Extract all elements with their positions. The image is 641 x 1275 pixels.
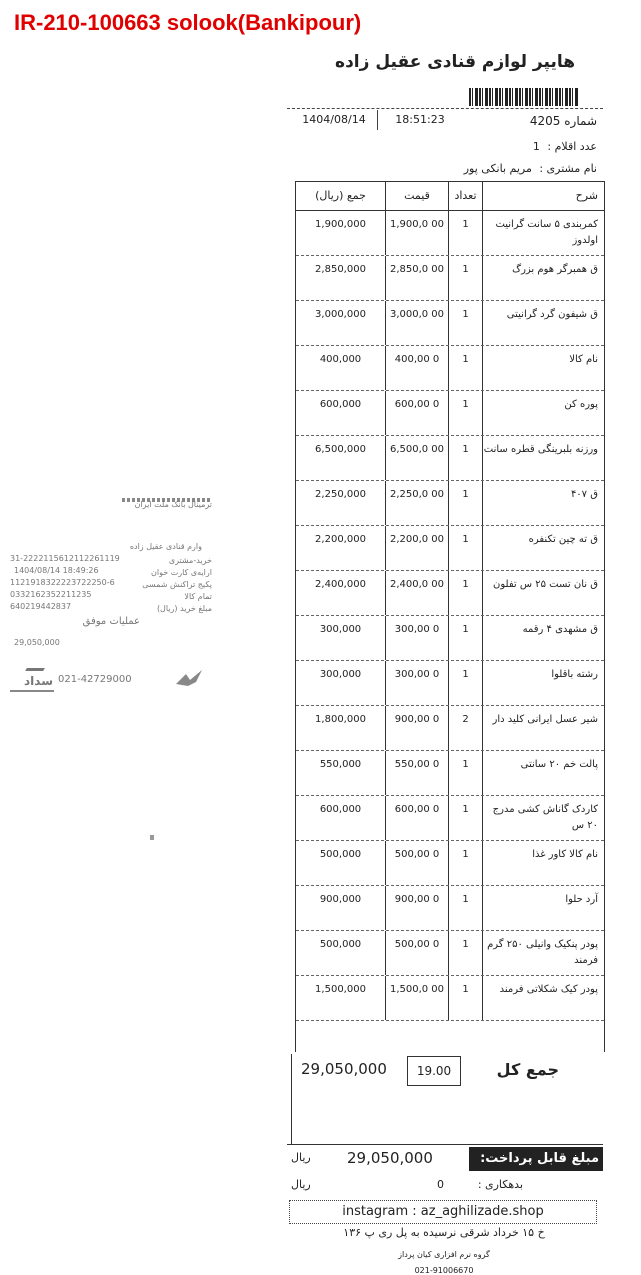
table-row bbox=[296, 976, 604, 1021]
item-price: 1,500,0 00 bbox=[385, 976, 448, 1020]
customer-name: مریم بانکی پور bbox=[463, 162, 532, 175]
receipt-time: 18:51:23 bbox=[377, 110, 462, 130]
item-desc: ق نان تست ۲۵ س تفلون bbox=[482, 571, 604, 615]
item-qty: 1 bbox=[448, 256, 482, 300]
table-row bbox=[296, 661, 604, 706]
item-desc: رشته باقلوا bbox=[482, 661, 604, 705]
item-price: 300,00 0 bbox=[385, 661, 448, 705]
item-price: 2,250,0 00 bbox=[385, 481, 448, 525]
item-price: 400,00 0 bbox=[385, 346, 448, 390]
payable-currency: ریال bbox=[291, 1151, 311, 1164]
table-row bbox=[296, 301, 604, 346]
item-sum: 1,900,000 bbox=[315, 219, 366, 230]
item-sum: 550,000 bbox=[319, 759, 362, 770]
slip-line: تمام کالا bbox=[184, 592, 212, 601]
table-row bbox=[296, 346, 604, 391]
slip-phone: 021-42729000 bbox=[58, 674, 132, 685]
item-qty: 1 bbox=[448, 616, 482, 660]
items-table bbox=[295, 181, 605, 1052]
table-row bbox=[296, 796, 604, 841]
divider bbox=[287, 108, 603, 109]
slip-line: خرید-مشتری bbox=[168, 556, 212, 565]
item-qty: 1 bbox=[448, 481, 482, 525]
item-desc: نام کالا bbox=[482, 346, 604, 390]
table-row bbox=[296, 706, 604, 751]
item-sum: 2,400,000 bbox=[315, 579, 366, 590]
barcode bbox=[469, 88, 579, 106]
table-row bbox=[296, 886, 604, 931]
item-qty: 1 bbox=[448, 211, 482, 255]
item-price: 550,00 0 bbox=[385, 751, 448, 795]
item-desc: کمربندی ۵ سانت گرانیت اولدوز bbox=[482, 211, 604, 255]
item-desc: آرد حلوا bbox=[482, 886, 604, 930]
table-row bbox=[296, 436, 604, 481]
item-desc: ق همبرگر هوم بزرگ bbox=[482, 256, 604, 300]
payable-row bbox=[287, 1144, 603, 1171]
item-sum: 500,000 bbox=[319, 939, 362, 950]
item-qty: 1 bbox=[448, 661, 482, 705]
table-row bbox=[296, 391, 604, 436]
item-sum: 400,000 bbox=[319, 354, 362, 365]
item-desc: پالت خم ۲۰ سانتی bbox=[482, 751, 604, 795]
table-row bbox=[296, 211, 604, 256]
item-qty: 1 bbox=[448, 976, 482, 1020]
table-row bbox=[296, 616, 604, 661]
items-count-label: عدد اقلام : bbox=[547, 140, 597, 153]
item-desc: کاردک گاناش کشی مدرج ۲۰ س bbox=[482, 796, 604, 840]
table-row bbox=[296, 931, 604, 976]
item-sum: 1,500,000 bbox=[315, 984, 366, 995]
item-sum: 300,000 bbox=[319, 624, 362, 635]
slip-code: 0332162352211235 bbox=[10, 590, 92, 599]
item-qty: 1 bbox=[448, 571, 482, 615]
item-desc: پوره کن bbox=[482, 391, 604, 435]
item-desc: ورزنه بلبرینگی قطره سانت bbox=[482, 436, 604, 480]
item-price: 900,00 0 bbox=[385, 706, 448, 750]
slip-status: عملیات موفق bbox=[82, 616, 140, 627]
item-qty: 1 bbox=[448, 526, 482, 570]
items-count bbox=[533, 140, 597, 153]
item-sum: 2,200,000 bbox=[315, 534, 366, 545]
software-phone: 021-91006670 bbox=[414, 1266, 474, 1275]
col-sum: جمع (ریال) bbox=[315, 189, 366, 202]
slip-code: 31-2222115612112261119 bbox=[10, 554, 120, 563]
invoice-label: شماره bbox=[564, 114, 597, 128]
item-sum: 2,250,000 bbox=[315, 489, 366, 500]
item-qty: 1 bbox=[448, 796, 482, 840]
item-qty: 1 bbox=[448, 751, 482, 795]
total-qty: 19.00 bbox=[407, 1056, 461, 1086]
table-row bbox=[296, 841, 604, 886]
item-sum: 300,000 bbox=[319, 669, 362, 680]
software-vendor: گروه نرم افزاری کیان پرداز bbox=[398, 1250, 490, 1259]
payable-label: مبلغ قابل پرداخت: bbox=[469, 1147, 603, 1171]
col-price: قیمت bbox=[385, 182, 448, 210]
address: خ ۱۵ خرداد شرقی نرسیده به پل ری پ ۱۳۶ bbox=[343, 1226, 545, 1239]
slip-line: مبلغ خرید (ریال) bbox=[156, 604, 212, 613]
item-desc: پودر پنکیک وانیلی ۲۵۰ گرم فرمند bbox=[482, 931, 604, 975]
items-count-value: 1 bbox=[532, 140, 540, 153]
debt-label: بدهکاری : bbox=[477, 1178, 523, 1191]
item-qty: 1 bbox=[448, 886, 482, 930]
item-qty: 1 bbox=[448, 841, 482, 885]
invoice-value: 4205 bbox=[529, 114, 561, 128]
total-row bbox=[287, 1054, 603, 1090]
table-row bbox=[296, 526, 604, 571]
item-price: 300,00 0 bbox=[385, 616, 448, 660]
item-price: 2,200,0 00 bbox=[385, 526, 448, 570]
pos-slip bbox=[10, 498, 220, 703]
col-desc: شرح bbox=[482, 182, 604, 210]
item-desc: پودر کیک شکلاتی فرمند bbox=[482, 976, 604, 1020]
customer bbox=[464, 162, 597, 175]
item-sum: 600,000 bbox=[319, 399, 362, 410]
item-sum: 600,000 bbox=[319, 804, 362, 815]
item-price: 1,900,0 00 bbox=[385, 211, 448, 255]
slip-code: 1121918322223722250-6 bbox=[10, 578, 115, 587]
item-qty: 2 bbox=[448, 706, 482, 750]
table-header bbox=[296, 182, 604, 211]
shop-name: هایپر لوازم قنادی عقیل زاده bbox=[335, 52, 575, 72]
item-price: 600,00 0 bbox=[385, 796, 448, 840]
item-price: 2,850,0 00 bbox=[385, 256, 448, 300]
item-price: 500,00 0 bbox=[385, 841, 448, 885]
item-desc: ق ته چین تکنفره bbox=[482, 526, 604, 570]
col-qty: تعداد bbox=[448, 182, 482, 210]
item-sum: 900,000 bbox=[319, 894, 362, 905]
item-desc: شیر عسل ایرانی کلید دار bbox=[482, 706, 604, 750]
slip-code: 640219442837 bbox=[10, 602, 72, 611]
slip-line: ارایه‌ی کارت خوان bbox=[151, 568, 212, 577]
item-desc: ق مشهدی ۴ رقمه bbox=[482, 616, 604, 660]
speck bbox=[150, 835, 154, 840]
item-price: 900,00 0 bbox=[385, 886, 448, 930]
item-qty: 1 bbox=[448, 931, 482, 975]
item-price: 6,500,0 00 bbox=[385, 436, 448, 480]
slip-line: پکیج تراکنش شمسی bbox=[142, 580, 212, 589]
table-row bbox=[296, 256, 604, 301]
item-price: 3,000,0 00 bbox=[385, 301, 448, 345]
item-desc: ق ۴۰۷ bbox=[482, 481, 604, 525]
item-sum: 3,000,000 bbox=[315, 309, 366, 320]
item-qty: 1 bbox=[448, 436, 482, 480]
item-price: 600,00 0 bbox=[385, 391, 448, 435]
item-sum: 500,000 bbox=[319, 849, 362, 860]
bird-logo-icon bbox=[174, 668, 204, 690]
debt-value: 0 bbox=[437, 1178, 444, 1191]
total-amount: 29,050,000 bbox=[301, 1060, 387, 1078]
item-sum: 6,500,000 bbox=[315, 444, 366, 455]
item-desc: نام کالا کاور غذا bbox=[482, 841, 604, 885]
item-sum: 1,800,000 bbox=[315, 714, 366, 725]
debt-currency: ریال bbox=[291, 1178, 311, 1191]
item-desc: ق شیفون گرد گرانیتی bbox=[482, 301, 604, 345]
item-price: 500,00 0 bbox=[385, 931, 448, 975]
table-row bbox=[296, 751, 604, 796]
slip-amount: 29,050,000 bbox=[14, 638, 60, 647]
customer-label: نام مشتری : bbox=[539, 162, 597, 175]
table-row bbox=[296, 571, 604, 616]
item-qty: 1 bbox=[448, 346, 482, 390]
total-label: جمع کل bbox=[496, 1060, 559, 1079]
invoice-number bbox=[530, 114, 597, 128]
item-qty: 1 bbox=[448, 391, 482, 435]
slip-line: ترمینال بانک ملت ایران bbox=[134, 500, 212, 509]
receipt bbox=[283, 44, 603, 1275]
table-row bbox=[296, 481, 604, 526]
slip-brand: سداد bbox=[24, 674, 54, 688]
table-body bbox=[296, 211, 604, 1021]
receipt-date: 1404/08/14 bbox=[302, 113, 366, 126]
item-qty: 1 bbox=[448, 301, 482, 345]
item-price: 2,400,0 00 bbox=[385, 571, 448, 615]
payable-amount: 29,050,000 bbox=[347, 1149, 433, 1167]
slip-line: وارم قنادی عقیل زاده bbox=[129, 542, 202, 551]
page-header: IR-210-100663 solook(Bankipour) bbox=[14, 10, 362, 35]
slip-datetime: 1404/08/14 18:49:26 bbox=[14, 566, 99, 575]
item-sum: 2,850,000 bbox=[315, 264, 366, 275]
instagram-handle: instagram : az_aghilizade.shop bbox=[289, 1200, 597, 1224]
